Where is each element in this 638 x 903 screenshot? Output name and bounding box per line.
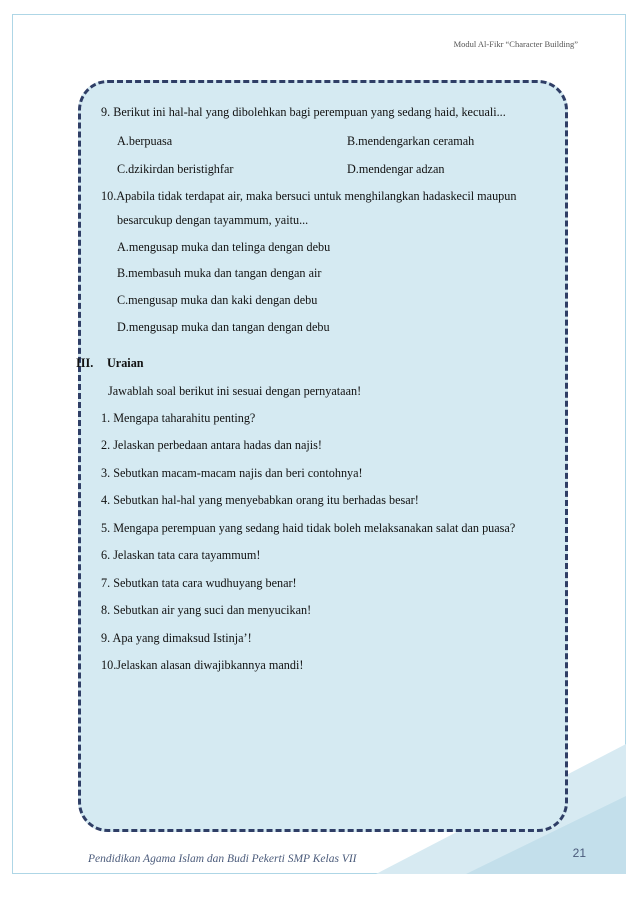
essay-question: 6. Jelaskan tata cara tayammum!	[101, 548, 261, 562]
question-10-line2: besarcukup dengan tayammum, yaitu...	[117, 213, 309, 227]
essay-question: 3. Sebutkan macam-macam najis dan beri contohnya!	[101, 466, 363, 480]
section-numeral: III.	[76, 356, 94, 370]
option-10c: C.mengusap muka dan kaki dengan debu	[117, 293, 318, 307]
option-9c: C.dzikirdan beristighfar	[117, 162, 234, 176]
option-10a: A.mengusap muka dan telinga dengan debu	[117, 240, 331, 254]
option-10b: B.membasuh muka dan tangan dengan air	[117, 266, 322, 280]
option-9b: B.mendengarkan ceramah	[347, 134, 475, 148]
essay-question: 4. Sebutkan hal-hal yang menyebabkan orang itu berhadas besar!	[101, 493, 419, 507]
question-9: 9. Berikut ini hal-hal yang dibolehkan bagi perempuan yang sedang haid, kecuali...	[101, 105, 506, 119]
footer-title: Pendidikan Agama Islam dan Budi Pekerti SMP Kelas VII	[88, 853, 357, 865]
essay-question: 5. Mengapa perempuan yang sedang haid tidak boleh melaksanakan salat dan puasa?	[101, 521, 516, 535]
question-10-line1: 10.Apabila tidak terdapat air, maka bersuci untuk menghilangkan hadaskecil maupun	[101, 189, 517, 203]
essay-question: 10.Jelaskan alasan diwajibkannya mandi!	[101, 658, 304, 672]
essay-question: 9. Apa yang dimaksud Istinja’!	[101, 631, 252, 645]
option-9d: D.mendengar adzan	[347, 162, 445, 176]
essay-question: 2. Jelaskan perbedaan antara hadas dan najis!	[101, 438, 322, 452]
option-9a: A.berpuasa	[117, 134, 173, 148]
module-header: Modul Al-Fikr “Character Building”	[453, 39, 578, 49]
page-number: 21	[572, 846, 586, 860]
essay-question: 1. Mengapa taharahitu penting?	[101, 411, 256, 425]
essay-question: 7. Sebutkan tata cara wudhuyang benar!	[101, 576, 297, 590]
option-10d: D.mengusap muka dan tangan dengan debu	[117, 320, 330, 334]
essay-question: 8. Sebutkan air yang suci dan menyucikan!	[101, 603, 312, 617]
section-instruction: Jawablah soal berikut ini sesuai dengan pernyataan!	[108, 384, 362, 398]
section-title: Uraian	[107, 356, 144, 370]
